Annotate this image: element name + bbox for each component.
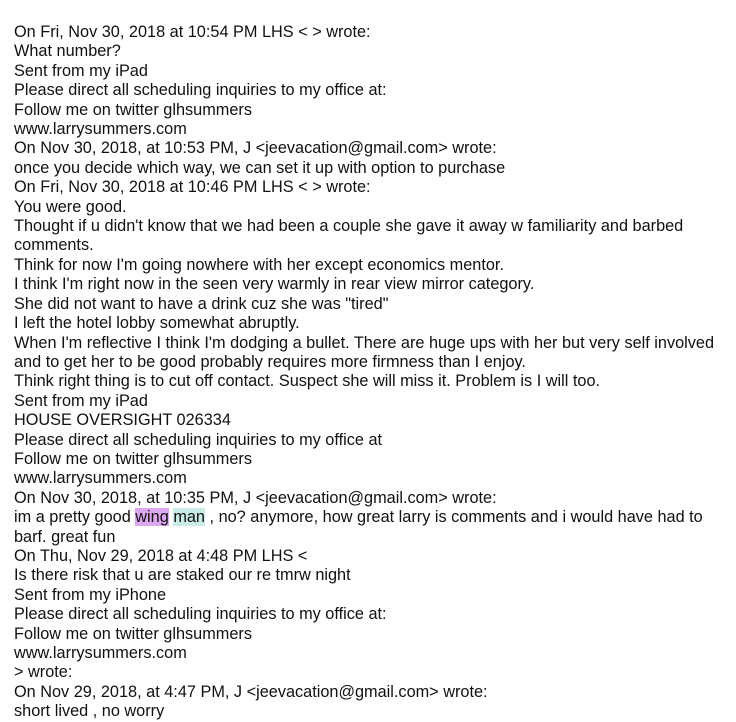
signature-line: Please direct all scheduling inquiries to my office at: xyxy=(14,605,387,624)
highlighted-message-line xyxy=(14,508,730,547)
signature-line: Sent from my iPad xyxy=(14,61,148,80)
signature-line: Follow me on twitter glhsummers xyxy=(14,449,252,468)
signature-line: www.larrysummers.com xyxy=(14,469,187,488)
signature-line: Follow me on twitter glhsummers xyxy=(14,100,252,119)
email-header-line: On Thu, Nov 29, 2018 at 4:48 PM LHS < xyxy=(14,546,308,565)
highlighted-word-wing: wing xyxy=(135,508,169,527)
highlighted-word-man: man xyxy=(173,508,205,527)
email-header-line: > wrote: xyxy=(14,663,73,682)
email-thread-document xyxy=(14,23,730,722)
signature-line: www.larrysummers.com xyxy=(14,120,187,139)
email-header-line: On Nov 29, 2018, at 4:47 PM, J <jeevacation@gmail.com> wrote: xyxy=(14,682,488,701)
message-line: What number? xyxy=(14,42,121,61)
signature-line: Please direct all scheduling inquiries to my office at xyxy=(14,430,383,449)
signature-line: Please direct all scheduling inquiries to my office at: xyxy=(14,81,387,100)
signature-line: www.larrysummers.com xyxy=(14,644,187,662)
signature-line: Sent from my iPhone xyxy=(14,585,167,604)
message-line: Is there risk that u are staked our re tmrw night xyxy=(14,566,351,585)
message-line: Think for now I'm going nowhere with her except economics mentor. xyxy=(14,255,504,274)
message-text: , no? anymore, how great larry is comments and i would have had to barf. great fun xyxy=(14,508,703,546)
message-line: once you decide which way, we can set it up with option to purchase xyxy=(14,158,506,177)
email-header-line: On Fri, Nov 30, 2018 at 10:46 PM LHS < > wrote: xyxy=(14,178,371,197)
message-text: im a pretty good xyxy=(14,508,136,527)
message-line: When I'm reflective I think I'm dodging a bullet. There are huge ups with her but very self involved and to get her to be good probably requires more firmness than I enjoy. xyxy=(14,333,715,371)
message-line: I think I'm right now in the seen very warmly in rear view mirror category. xyxy=(14,275,535,294)
message-line: You were good. xyxy=(14,197,127,216)
bates-stamp: HOUSE OVERSIGHT 026334 xyxy=(14,411,231,430)
message-line: Think right thing is to cut off contact. Suspect she will miss it. Problem is I will too. xyxy=(14,372,601,391)
email-header-line: On Nov 30, 2018, at 10:53 PM, J <jeevacation@gmail.com> wrote: xyxy=(14,139,497,158)
message-line: Thought if u didn't know that we had been a couple she gave it away w familiarity and barbed comments. xyxy=(14,217,684,255)
email-header-line: On Nov 30, 2018, at 10:35 PM, J <jeevacation@gmail.com> wrote: xyxy=(14,488,497,507)
message-line: I left the hotel lobby somewhat abruptly. xyxy=(14,314,300,333)
signature-line: Follow me on twitter glhsummers xyxy=(14,624,252,643)
message-line: She did not want to have a drink cuz she was "tired" xyxy=(14,294,389,313)
message-line: short lived , no worry xyxy=(14,702,165,721)
signature-line: Sent from my iPad xyxy=(14,391,148,410)
email-header-line: On Fri, Nov 30, 2018 at 10:54 PM LHS < > wrote: xyxy=(14,23,371,41)
